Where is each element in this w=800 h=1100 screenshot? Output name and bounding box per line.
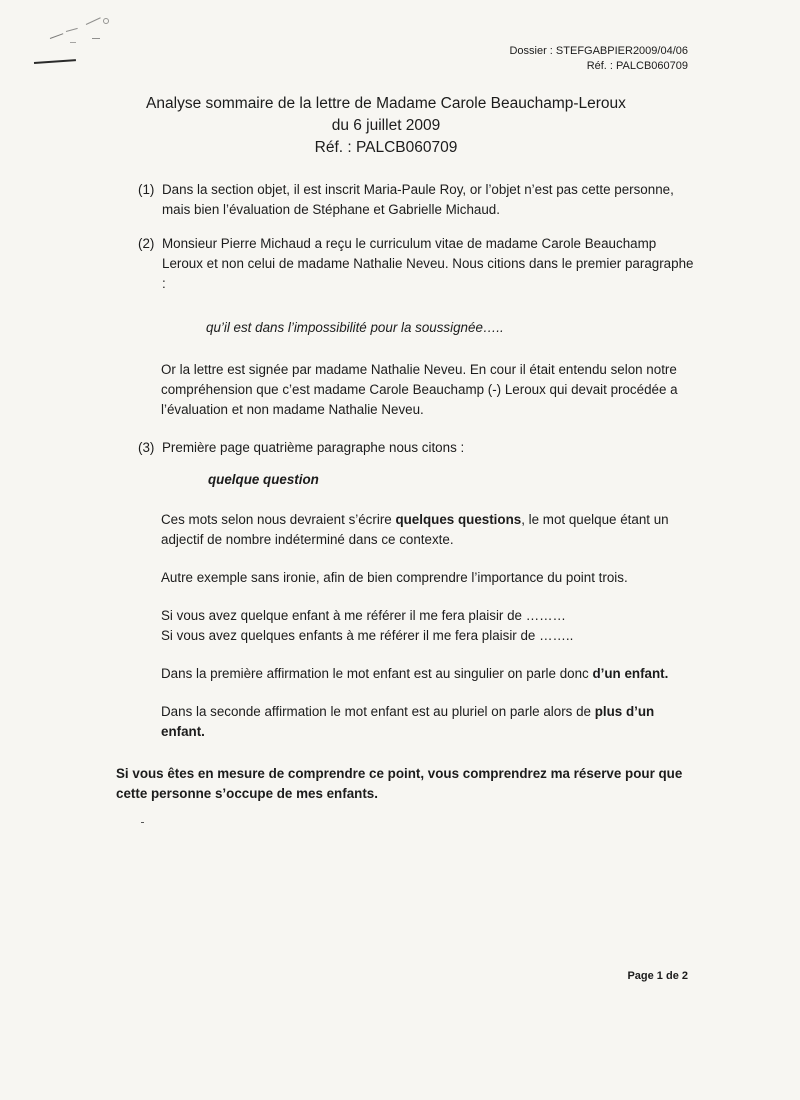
document-body: [116, 180, 698, 804]
scan-mark: [70, 42, 76, 43]
example-line-2: Si vous avez quelques enfants à me référer il me fera plaisir de ……..: [161, 628, 574, 643]
bold-text: plus d’un enfant.: [161, 704, 655, 739]
item-number: (2): [138, 236, 155, 251]
page-number: Page 1 de 2: [627, 970, 688, 982]
title-line-3: Réf. : PALCB060709: [314, 139, 458, 156]
item-text: Monsieur Pierre Michaud a reçu le curriculum vitae de madame Carole Beauchamp Leroux et non celui de madame Nathalie Neveu. Nous citions dans le premier paragraphe :: [162, 236, 694, 291]
text-run: , le mot quelque étant un adjectif de nombre indéterminé dans ce contexte.: [161, 512, 669, 547]
list-item-3: [138, 438, 698, 458]
scan-mark: [141, 822, 144, 823]
scan-mark: [103, 18, 109, 24]
list-item-1: [138, 180, 698, 220]
paragraph: [138, 664, 698, 684]
paragraph: Autre exemple sans ironie, afin de bien comprendre l’importance du point trois.: [161, 570, 628, 585]
item-number: (3): [138, 440, 155, 455]
document-title: [0, 93, 800, 159]
item-text: Dans la section objet, il est inscrit Maria-Paule Roy, or l’objet n’est pas cette personne, mais bien l’évaluation de Stéphane et Gabrielle Michaud.: [162, 182, 674, 217]
dossier-reference: Dossier : STEFGABPIER2009/04/06: [509, 45, 688, 57]
scan-mark: [92, 38, 100, 39]
title-line-2: du 6 juillet 2009: [331, 117, 441, 134]
list-item-2: [138, 234, 698, 294]
scan-mark: [50, 33, 63, 39]
document-header: [509, 44, 688, 74]
scan-mark: [34, 59, 76, 63]
scan-mark: [86, 17, 101, 25]
example-line-1: Si vous avez quelque enfant à me référer il me fera plaisir de ………: [161, 608, 566, 623]
text-run: Ces mots selon nous devraient s’écrire: [161, 512, 396, 527]
text-run: Dans la première affirmation le mot enfant est au singulier on parle donc: [161, 666, 593, 681]
bold-text: d’un enfant.: [592, 666, 669, 681]
conclusion-paragraph: Si vous êtes en mesure de comprendre ce point, vous comprendrez ma réserve pour que cette personne s’occupe de mes enfants.: [116, 766, 683, 801]
quotation: quelque question: [208, 472, 319, 487]
item-number: (1): [138, 182, 155, 197]
text-run: Dans la seconde affirmation le mot enfant est au pluriel on parle alors de: [161, 704, 595, 719]
title-line-1: Analyse sommaire de la lettre de Madame Carole Beauchamp-Leroux: [146, 95, 626, 112]
paragraph: [138, 606, 698, 646]
letter-reference: Réf. : PALCB060709: [586, 60, 688, 72]
bold-text: quelques questions: [395, 512, 522, 527]
paragraph: Or la lettre est signée par madame Nathalie Neveu. En cour il était entendu selon notre compréhension que c’est madame Carole Beauchamp (-) Leroux qui devait procédée a l’évaluation et non madame Nathalie Neveu.: [161, 362, 678, 417]
quotation: qu’il est dans l’impossibilité pour la soussignée…..: [206, 320, 504, 335]
item-text: Première page quatrième paragraphe nous citons :: [162, 440, 465, 455]
scan-mark: [66, 28, 78, 32]
paragraph: [138, 510, 698, 550]
paragraph: [138, 702, 698, 742]
